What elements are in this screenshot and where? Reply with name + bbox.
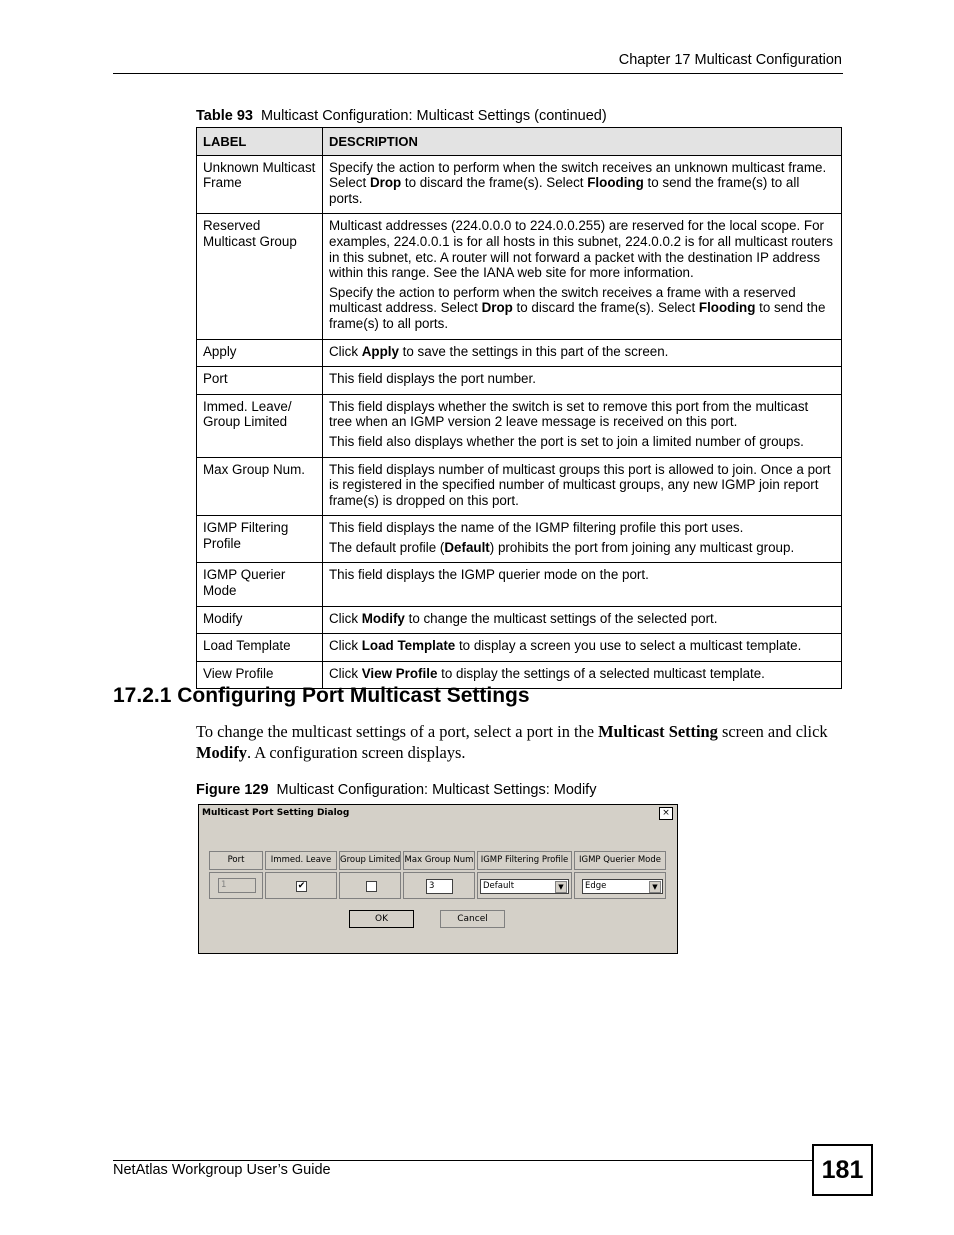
row-label: Port — [197, 367, 323, 395]
port-field: 1 — [218, 878, 256, 893]
description-paragraph: Specify the action to perform when the switch receives a frame with a reserved multicast address. Select Drop to discard the frame(s). Select Flooding to send the frame(s) to all ports. — [329, 284, 826, 331]
row-description — [323, 367, 842, 395]
row-label: Modify — [197, 606, 323, 634]
page-number: 181 — [812, 1144, 873, 1196]
table-row — [197, 367, 842, 395]
row-label: Load Template — [197, 634, 323, 662]
querier-mode-value: Edge — [585, 881, 607, 891]
row-description — [323, 394, 842, 457]
description-paragraph: Multicast addresses (224.0.0.0 to 224.0.0.255) are reserved for the local scope. For examples, 224.0.0.1 is for all hosts in this subnet, 224.0.0.2 is for all multicast routers in this subnet, etc. A router will not forward a packet with the destination IP address within this range. See the IANA web site for more information. — [329, 218, 833, 281]
cell-igmp-filtering-profile — [477, 872, 572, 899]
cancel-button[interactable]: Cancel — [440, 910, 505, 928]
table-row — [197, 457, 842, 516]
section-title: 17.2.1 Configuring Port Multicast Settings — [113, 684, 530, 707]
description-paragraph: This field displays number of multicast groups this port is allowed to join. Once a port is registered in the specified number of multicast groups, any new IGMP join report frame(s) is dropped on this port. — [329, 461, 831, 508]
chevron-down-icon[interactable]: ▼ — [555, 881, 567, 893]
table-row — [197, 634, 842, 662]
column-header-description: DESCRIPTION — [323, 128, 842, 156]
querier-mode-select[interactable] — [582, 879, 663, 894]
row-label: IGMP Filtering Profile — [197, 516, 323, 563]
table-row — [197, 516, 842, 563]
table-body — [197, 155, 842, 689]
header-igmp-filtering-profile: IGMP Filtering Profile — [477, 851, 572, 870]
header-rule — [113, 73, 843, 74]
description-paragraph: Specify the action to perform when the switch receives an unknown multicast frame. Select Drop to discard the frame(s). Select Flooding to send the frame(s) to all ports. — [329, 159, 827, 206]
dialog-titlebar — [200, 806, 676, 821]
column-header-label: LABEL — [197, 128, 323, 156]
table-row — [197, 214, 842, 339]
header-group-limited: Group Limited — [339, 851, 401, 870]
dialog-title: Multicast Port Setting Dialog — [202, 808, 350, 818]
description-paragraph: Click View Profile to display the settings of a selected multicast template. — [329, 665, 765, 681]
table-row — [197, 339, 842, 367]
chevron-down-icon[interactable]: ▼ — [649, 881, 661, 893]
figure-caption-text: Multicast Configuration: Multicast Settings: Modify — [276, 782, 597, 798]
group-limited-checkbox[interactable] — [366, 881, 377, 892]
table-row — [197, 394, 842, 457]
max-group-num-input[interactable]: 3 — [426, 879, 453, 894]
row-label: Unknown Multicast Frame — [197, 155, 323, 214]
figure-caption-number: Figure 129 — [196, 782, 269, 798]
description-paragraph: The default profile (Default) prohibits the port from joining any multicast group. — [329, 539, 795, 555]
cell-port — [209, 872, 263, 899]
description-paragraph: Click Load Template to display a screen you use to select a multicast template. — [329, 638, 802, 654]
row-label: View Profile — [197, 661, 323, 689]
table-header-row — [197, 128, 842, 156]
table-row — [197, 563, 842, 606]
cell-group-limited — [339, 872, 401, 899]
description-paragraph: This field displays the port number. — [329, 371, 536, 387]
row-label: IGMP Querier Mode — [197, 563, 323, 606]
row-description — [323, 563, 842, 606]
header-max-group-num: Max Group Num — [403, 851, 475, 870]
description-table — [196, 127, 842, 689]
row-description — [323, 634, 842, 662]
figure-caption — [196, 782, 596, 798]
table-caption-number: Table 93 — [196, 108, 253, 124]
filtering-profile-value: Default — [483, 881, 515, 891]
running-header: Chapter 17 Multicast Configuration — [618, 52, 842, 68]
description-paragraph: Click Modify to change the multicast settings of the selected port. — [329, 610, 718, 626]
row-description — [323, 457, 842, 516]
description-paragraph: This field displays whether the switch is set to remove this port from the multicast tree when an IGMP version 2 leave message is received on this port. — [329, 398, 809, 430]
header-port: Port — [209, 851, 263, 870]
table-caption-text: Multicast Configuration: Multicast Settings (continued) — [260, 108, 607, 124]
row-label: Apply — [197, 339, 323, 367]
row-description — [323, 155, 842, 214]
row-description — [323, 339, 842, 367]
table-row — [197, 155, 842, 214]
section-body-text: To change the multicast settings of a port, select a port in the Multicast Setting screen and click Modify. A configuration screen displays. — [196, 722, 828, 762]
row-label: Max Group Num. — [197, 457, 323, 516]
ok-button[interactable]: OK — [349, 910, 414, 928]
description-paragraph: This field displays the IGMP querier mode on the port. — [329, 567, 649, 583]
row-description — [323, 516, 842, 563]
cell-igmp-querier-mode — [574, 872, 666, 899]
row-label: Immed. Leave/ Group Limited — [197, 394, 323, 457]
row-description — [323, 214, 842, 339]
description-paragraph: This field also displays whether the port is set to join a limited number of groups. — [329, 433, 804, 449]
cell-max-group-num — [403, 872, 475, 899]
header-igmp-querier-mode: IGMP Querier Mode — [574, 851, 666, 870]
cell-immed-leave — [265, 872, 337, 899]
close-icon[interactable]: × — [659, 807, 673, 820]
row-description — [323, 606, 842, 634]
description-paragraph: Click Apply to save the settings in this part of the screen. — [329, 343, 669, 359]
row-label: Reserved Multicast Group — [197, 214, 323, 339]
filtering-profile-select[interactable] — [480, 879, 569, 894]
table-caption — [196, 108, 607, 124]
multicast-port-setting-dialog — [198, 804, 678, 954]
footer-rule — [113, 1160, 813, 1161]
header-immed-leave: Immed. Leave — [265, 851, 337, 870]
footer-guide-title: NetAtlas Workgroup User’s Guide — [113, 1162, 331, 1178]
description-paragraph: This field displays the name of the IGMP filtering profile this port uses. — [329, 520, 744, 536]
immed-leave-checkbox[interactable]: ✔ — [297, 881, 306, 891]
table-row — [197, 606, 842, 634]
